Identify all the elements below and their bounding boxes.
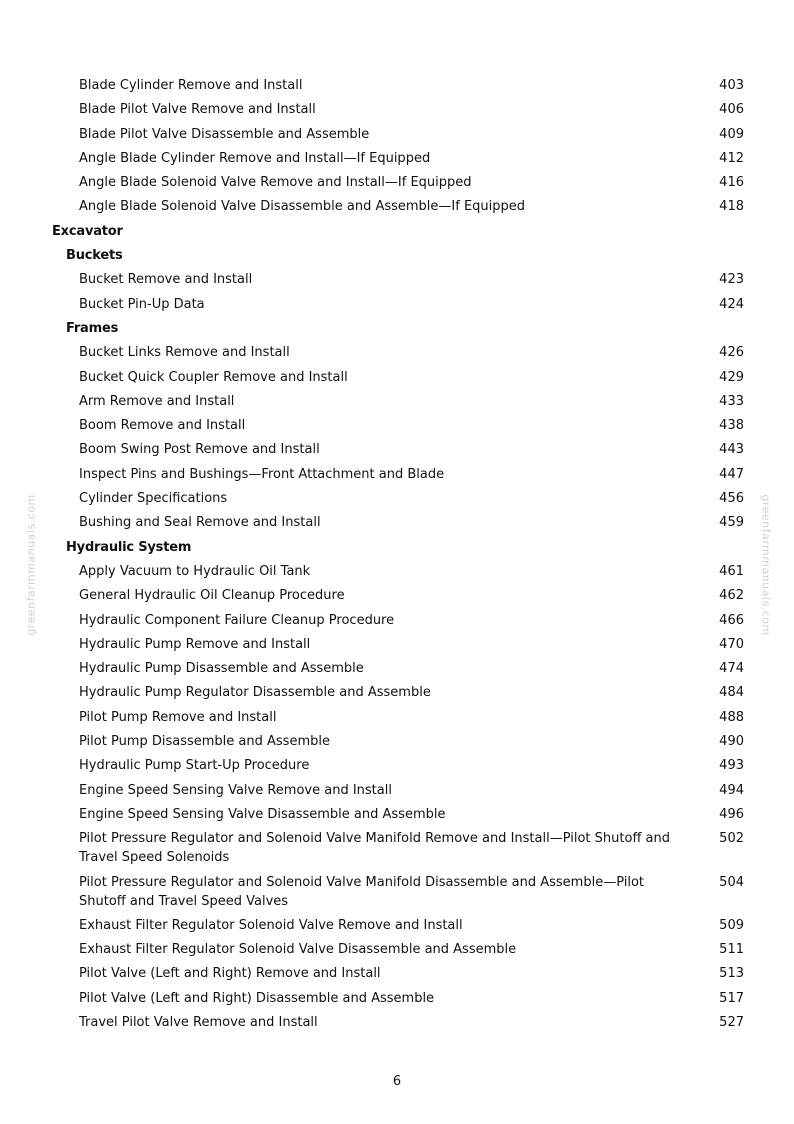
toc-entry-page: 409 — [719, 126, 744, 142]
watermark-left: greenfarmmanuals.com — [24, 494, 38, 636]
toc-subsection-heading: Hydraulic System — [66, 539, 192, 555]
toc-entry-title: Hydraulic Pump Start-Up Procedure — [79, 758, 310, 774]
toc-entry-title: Boom Remove and Install — [79, 418, 246, 434]
toc-entry[interactable] — [52, 125, 744, 144]
toc-entry-title: Pilot Pump Disassemble and Assemble — [79, 734, 330, 750]
toc-entry[interactable] — [52, 416, 744, 435]
toc-entry[interactable] — [52, 805, 744, 824]
toc-entry[interactable] — [52, 940, 744, 959]
toc-entry[interactable] — [52, 149, 744, 168]
toc-entry-title: Hydraulic Pump Remove and Install — [79, 636, 311, 652]
toc-entry-title: Boom Swing Post Remove and Install — [79, 442, 320, 458]
toc-entry-page: 496 — [719, 806, 744, 822]
toc-entry-page: 423 — [719, 272, 744, 288]
toc-entry[interactable] — [52, 368, 744, 387]
toc-entry-page: 438 — [719, 418, 744, 434]
toc-entry-title: Bucket Quick Coupler Remove and Install — [79, 369, 348, 385]
toc-entry-title: Bucket Links Remove and Install — [79, 345, 290, 361]
toc-entry-title: Arm Remove and Install — [79, 393, 235, 409]
table-of-contents — [52, 76, 744, 1037]
toc-entry-page: 433 — [719, 393, 744, 409]
toc-entry[interactable] — [52, 173, 744, 192]
toc-entry[interactable] — [52, 440, 744, 459]
toc-entry-page: 461 — [719, 563, 744, 579]
toc-entry[interactable] — [52, 756, 744, 775]
toc-entry-page: 517 — [719, 990, 744, 1006]
toc-entry-title: Hydraulic Pump Disassemble and Assemble — [79, 661, 364, 677]
toc-entry-page: 484 — [719, 685, 744, 701]
toc-entry-title: Pilot Pressure Regulator and Solenoid Valve Manifold Disassemble and Assemble—Pilot Shutoff and Travel Speed Valves — [79, 874, 645, 909]
toc-entry[interactable] — [52, 683, 744, 702]
toc-entry-page: 462 — [719, 588, 744, 604]
toc-entry-title: Bucket Remove and Install — [79, 272, 253, 288]
toc-entry-title: Blade Pilot Valve Remove and Install — [79, 102, 316, 118]
toc-entry[interactable] — [52, 465, 744, 484]
toc-entry-page: 403 — [719, 78, 744, 93]
toc-entry[interactable] — [52, 1013, 744, 1032]
toc-entry-page: 509 — [719, 917, 744, 933]
watermark-right: greenfarmmanuals.com — [759, 494, 773, 636]
toc-entry-page: 429 — [719, 369, 744, 385]
toc-entry-page: 406 — [719, 102, 744, 118]
toc-entry-page: 418 — [719, 199, 744, 215]
toc-entry-title: Inspect Pins and Bushings—Front Attachment and Blade — [79, 466, 445, 482]
toc-entry[interactable] — [52, 964, 744, 983]
toc-entry[interactable] — [52, 76, 744, 95]
toc-entry-page: 511 — [719, 942, 744, 958]
toc-entry[interactable] — [52, 489, 744, 508]
toc-entry[interactable] — [52, 611, 744, 630]
toc-entry[interactable] — [52, 708, 744, 727]
toc-entry-page: 459 — [719, 515, 744, 531]
toc-entry-title: Exhaust Filter Regulator Solenoid Valve Remove and Install — [79, 917, 463, 933]
toc-entry-title: General Hydraulic Oil Cleanup Procedure — [79, 588, 345, 604]
toc-entry-title: Bushing and Seal Remove and Install — [79, 515, 321, 531]
toc-entry-page: 424 — [719, 296, 744, 312]
toc-entry-title: Angle Blade Cylinder Remove and Install—If Equipped — [79, 150, 431, 166]
toc-entry[interactable] — [52, 659, 744, 678]
toc-entry[interactable] — [52, 586, 744, 605]
toc-entry-page: 466 — [719, 612, 744, 628]
toc-entry-title: Angle Blade Solenoid Valve Remove and Install—If Equipped — [79, 175, 472, 191]
toc-entry[interactable] — [52, 392, 744, 411]
toc-entry-page: 494 — [719, 782, 744, 798]
toc-entry-title: Angle Blade Solenoid Valve Disassemble and Assemble—If Equipped — [79, 199, 526, 215]
toc-entry[interactable] — [52, 343, 744, 362]
toc-entry-page: 490 — [719, 734, 744, 750]
toc-entry-page: 474 — [719, 661, 744, 677]
toc-entry[interactable] — [52, 916, 744, 935]
toc-entry-title: Cylinder Specifications — [79, 491, 228, 507]
toc-entry-title: Blade Cylinder Remove and Install — [79, 78, 303, 93]
toc-entry-title: Exhaust Filter Regulator Solenoid Valve Disassemble and Assemble — [79, 942, 517, 958]
toc-entry-title: Apply Vacuum to Hydraulic Oil Tank — [79, 563, 311, 579]
toc-entry[interactable] — [52, 100, 744, 119]
toc-entry[interactable] — [52, 562, 744, 581]
toc-section-heading: Excavator — [52, 223, 123, 239]
toc-entry-title: Hydraulic Pump Regulator Disassemble and Assemble — [79, 685, 431, 701]
toc-entry-title: Pilot Pressure Regulator and Solenoid Valve Manifold Remove and Install—Pilot Shutoff and Travel Speed Solenoids — [79, 831, 670, 866]
toc-entry-title: Bucket Pin-Up Data — [79, 296, 205, 312]
toc-entry[interactable] — [52, 270, 744, 289]
toc-entry-title: Blade Pilot Valve Disassemble and Assemble — [79, 126, 370, 142]
toc-entry-title: Travel Pilot Valve Remove and Install — [79, 1014, 318, 1030]
toc-entry-page: 447 — [719, 466, 744, 482]
toc-entry-page: 502 — [719, 831, 744, 847]
toc-entry[interactable] — [52, 873, 744, 911]
toc-entry-page: 426 — [719, 345, 744, 361]
toc-entry-title: Pilot Valve (Left and Right) Disassemble and Assemble — [79, 990, 435, 1006]
toc-entry-page: 456 — [719, 491, 744, 507]
toc-entry-page: 470 — [719, 636, 744, 652]
toc-entry-title: Engine Speed Sensing Valve Disassemble and Assemble — [79, 806, 446, 822]
toc-entry[interactable] — [52, 732, 744, 751]
toc-entry-page: 527 — [719, 1014, 744, 1030]
toc-entry[interactable] — [52, 829, 744, 867]
toc-entry-title: Pilot Pump Remove and Install — [79, 709, 277, 725]
toc-entry-page: 412 — [719, 150, 744, 166]
toc-entry-page: 513 — [719, 966, 744, 982]
toc-entry[interactable] — [52, 781, 744, 800]
toc-entry-title: Hydraulic Component Failure Cleanup Procedure — [79, 612, 395, 628]
toc-entry[interactable] — [52, 635, 744, 654]
toc-entry[interactable] — [52, 295, 744, 314]
toc-subsection-heading: Frames — [66, 320, 119, 336]
toc-entry-page: 504 — [719, 874, 744, 890]
toc-entry-page: 443 — [719, 442, 744, 458]
toc-subsection-heading: Buckets — [66, 248, 123, 264]
toc-entry[interactable] — [52, 513, 744, 532]
toc-entry-title: Pilot Valve (Left and Right) Remove and Install — [79, 966, 381, 982]
toc-entry-page: 488 — [719, 709, 744, 725]
page-number: 6 — [392, 1074, 402, 1089]
toc-entry-page: 493 — [719, 758, 744, 774]
toc-entry-page: 416 — [719, 175, 744, 191]
toc-entry[interactable] — [52, 197, 744, 216]
toc-entry[interactable] — [52, 989, 744, 1008]
toc-entry-title: Engine Speed Sensing Valve Remove and Install — [79, 782, 392, 798]
